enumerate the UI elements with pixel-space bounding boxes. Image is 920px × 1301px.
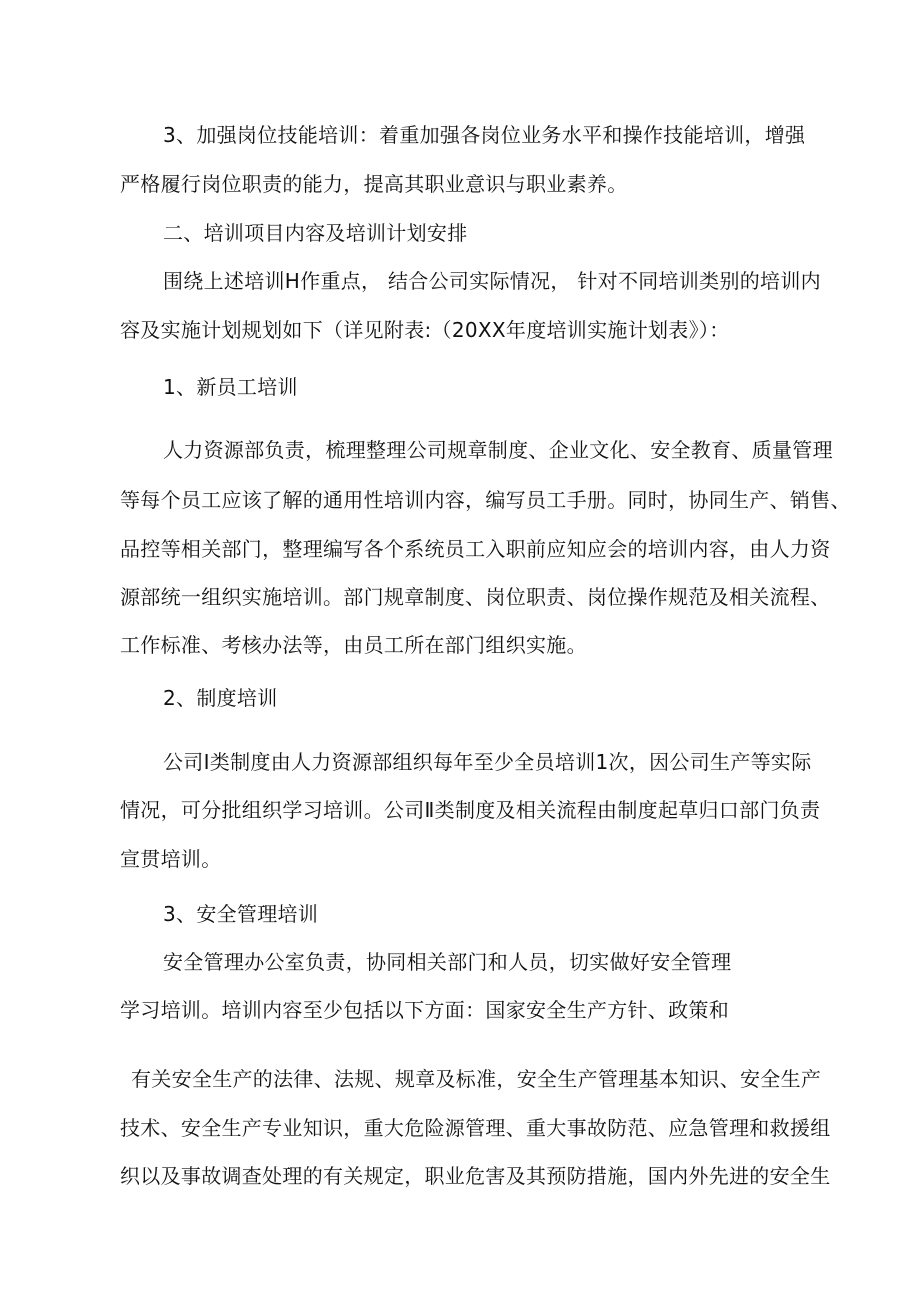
text-line: 人力资源部负责，梳理整理公司规章制度、企业文化、安全教育、质量管理: [163, 438, 833, 462]
text-line: 织以及事故调查处理的有关规定，职业危害及其预防措施，国内外先进的安全生: [120, 1164, 831, 1188]
text-line: 工作标准、考核办法等，由员工所在部门组织实施。: [120, 633, 587, 657]
subsection-heading: 1、新员工培训: [163, 375, 298, 399]
text-line: 学习培训。培训内容至少包括以下方面：国家安全生产方针、政策和: [120, 998, 729, 1022]
text-line: 公司Ⅰ类制度由人力资源部组织每年至少全员培训1次，因公司生产等实际: [163, 750, 812, 774]
section-heading: 二、培训项目内容及培训计划安排: [163, 221, 468, 245]
text-line: 3、加强岗位技能培训：着重加强各岗位业务水平和操作技能培训，增强: [163, 123, 806, 147]
text-line: 严格履行岗位职责的能力，提高其职业意识与职业素养。: [120, 172, 628, 196]
text-line: 容及实施计划规划如下（详见附表:（20XX年度培训实施计划表》）：: [120, 318, 730, 342]
text-line: 源部统一组织实施培训。部门规章制度、岗位职责、岗位操作规范及相关流程、: [120, 585, 831, 609]
text-line: 有关安全生产的法律、法规、规章及标准，安全生产管理基本知识、安全生产: [131, 1067, 822, 1091]
subsection-heading: 2、制度培训: [163, 686, 278, 710]
text-line: 宣贯培训。: [120, 847, 222, 871]
text-line: 安全管理办公室负责，协同相关部门和人员，切实做好安全管理: [163, 950, 732, 974]
text-line: 情况，可分批组织学习培训。公司Ⅱ类制度及相关流程由制度起草归口部门负责: [120, 798, 821, 822]
text-line: 技术、安全生产专业知识，重大危险源管理、重大事故防范、应急管理和救援组: [120, 1116, 831, 1140]
text-line: 等每个员工应该了解的通用性培训内容，编写员工手册。同时，协同生产、销售、: [120, 488, 851, 512]
subsection-heading: 3、安全管理培训: [163, 902, 319, 926]
text-line: 品控等相关部门，整理编写各个系统员工入职前应知应会的培训内容，由人力资: [120, 537, 831, 561]
text-line: 围绕上述培训H作重点， 结合公司实际情况， 针对不同培训类别的培训内: [163, 269, 821, 293]
